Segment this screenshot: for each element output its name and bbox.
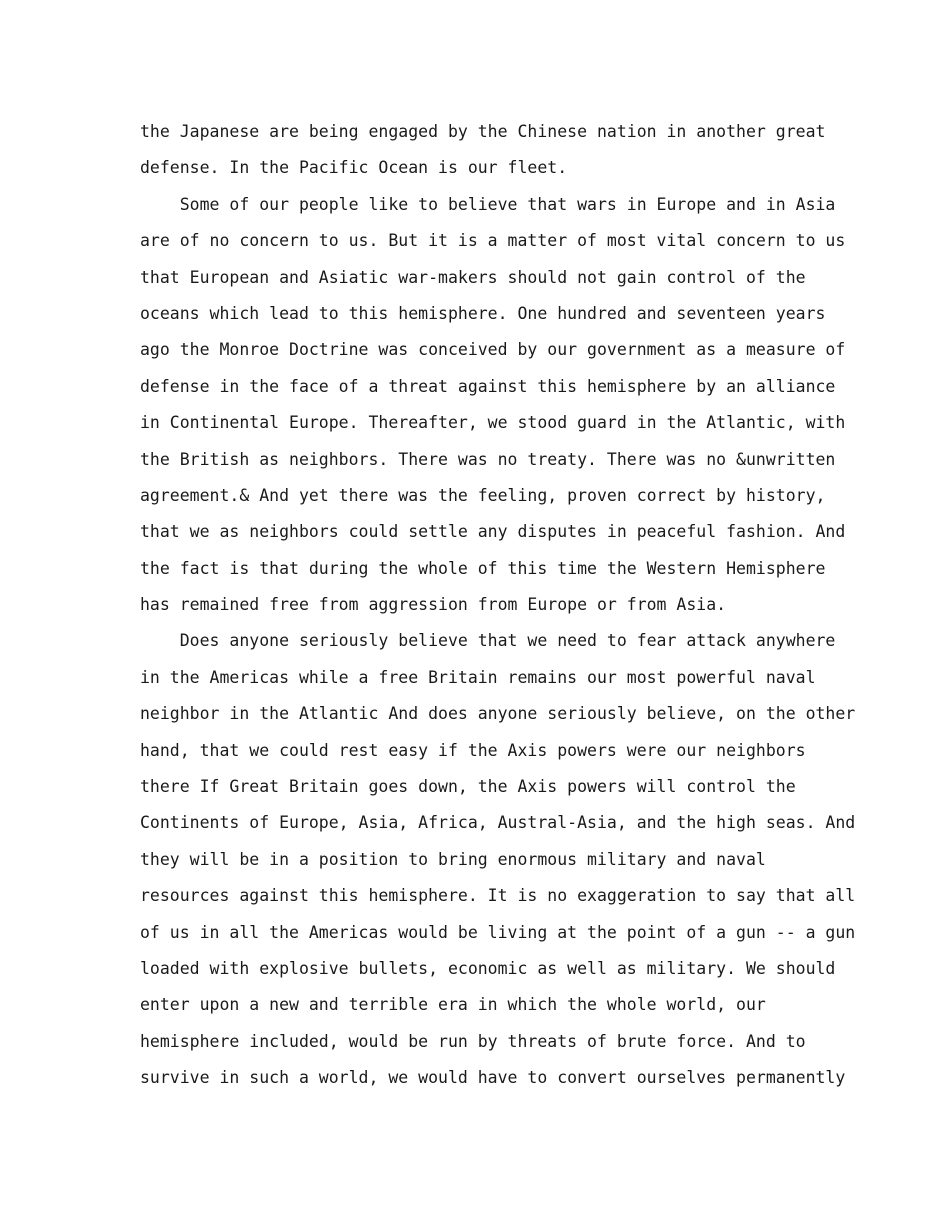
- text-line: the Japanese are being engaged by the Chinese nation in another great: [140, 122, 826, 141]
- document-body: [140, 114, 856, 1097]
- text-line: resources against this hemisphere. It is no exaggeration to say that all: [140, 886, 856, 906]
- text-line: that we as neighbors could settle any disputes in peaceful fashion. And: [140, 522, 846, 542]
- text-line: are of no concern to us. But it is a matter of most vital concern to us: [140, 231, 846, 251]
- text-line: Does anyone seriously believe that we need to fear attack anywhere: [140, 631, 836, 651]
- text-line: defense. In the Pacific Ocean is our fleet.: [140, 158, 568, 178]
- text-line: Continents of Europe, Asia, Africa, Austral-Asia, and the high seas. And: [140, 813, 856, 833]
- text-line: there If Great Britain goes down, the Axis powers will control the: [140, 777, 796, 797]
- text-line: Some of our people like to believe that wars in Europe and in Asia: [140, 194, 836, 214]
- text-line: hemisphere included, would be run by threats of brute force. And to: [140, 1031, 806, 1051]
- text-line: the fact is that during the whole of this time the Western Hemisphere: [140, 558, 826, 578]
- text-line: enter upon a new and terrible era in which the whole world, our: [140, 995, 766, 1015]
- text-line: loaded with explosive bullets, economic as well as military. We should: [140, 958, 836, 978]
- text-line: has remained free from aggression from Europe or from Asia.: [140, 595, 727, 615]
- text-line: that European and Asiatic war-makers should not gain control of the: [140, 267, 806, 287]
- text-line: survive in such a world, we would have to convert ourselves permanently: [140, 1068, 846, 1088]
- text-line: in the Americas while a free Britain remains our most powerful naval: [140, 667, 816, 687]
- text-line: they will be in a position to bring enormous military and naval: [140, 849, 766, 869]
- text-line: oceans which lead to this hemisphere. One hundred and seventeen years: [140, 303, 826, 323]
- text-line: defense in the face of a threat against this hemisphere by an alliance: [140, 376, 836, 396]
- text-line: of us in all the Americas would be living at the point of a gun -- a gun: [140, 922, 856, 942]
- text-line: ago the Monroe Doctrine was conceived by our government as a measure of: [140, 340, 846, 360]
- text-line: agreement.& And yet there was the feeling, proven correct by history,: [140, 485, 826, 505]
- text-line: neighbor in the Atlantic And does anyone seriously believe, on the other: [140, 704, 856, 724]
- text-line: in Continental Europe. Thereafter, we stood guard in the Atlantic, with: [140, 413, 846, 433]
- text-line: the British as neighbors. There was no treaty. There was no &unwritten: [140, 449, 836, 469]
- text-line: hand, that we could rest easy if the Axis powers were our neighbors: [140, 740, 806, 760]
